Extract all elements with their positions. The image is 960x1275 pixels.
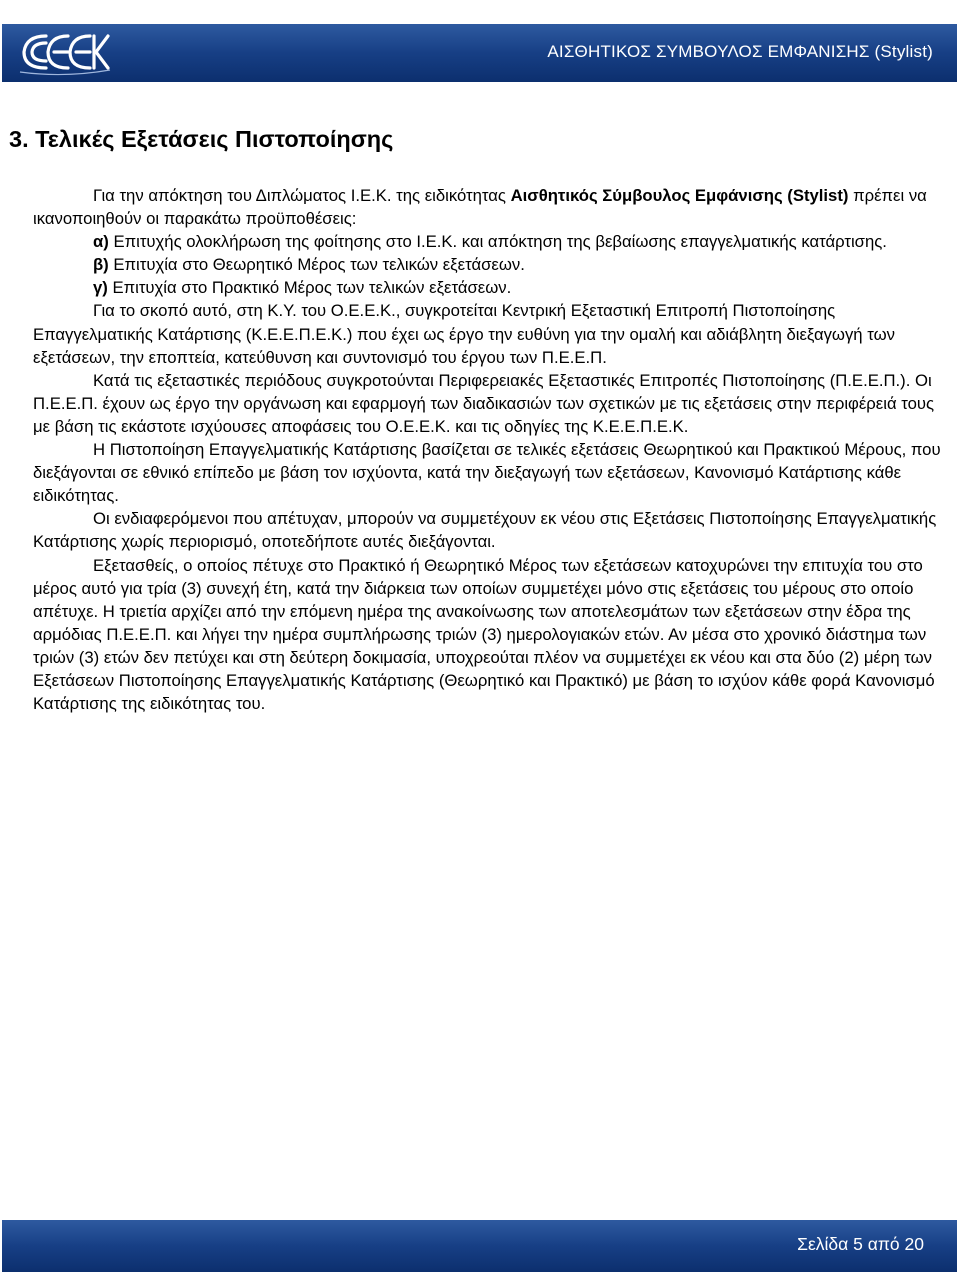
intro-text-start: Για την απόκτηση του Διπλώματος Ι.Ε.Κ. της ειδικότητας	[93, 186, 511, 205]
page-header	[2, 24, 957, 82]
result-retention-paragraph: Εξετασθείς, ο οποίος πέτυχε στο Πρακτικό ή Θεωρητικό Μέρος των εξετάσεων κατοχυρώνει την επιτυχία του στο μέρος αυτό για τρία (3) συνεχή έτη, κατά την διάρκεια των οποίων συμμετέχει μόνο στις εξετάσεις του μέρους στο οποίο απέτυχε. Η τριετία αρχίζει από την επόμενη ημέρα της ανακοίνωσης των αποτελεσμάτων των εξετάσεων στην έδρα της αρμόδιας Π.Ε.Ε.Π. και λήγει την ημέρα συμπλήρωσης τριών (3) ημερολογιακών ετών. Αν μέσα στο χρονικό διάστημα των τριών (3) ετών δεν πετύχει και στη δεύτερη δοκιμασία, υποχρεούται πλέον να συμμετέχει εκ νέου και στα δύο (2) μέρη των Εξετάσεων Πιστοποίησης Επαγγελματικής Κατάρτισης (Θεωρητικό και Πρακτικό) με βάση το ισχύον κάθε φορά Κανονισμό Κατάρτισης της ειδικότητας του.	[33, 555, 935, 714]
requirement-c	[33, 276, 948, 299]
page-number: Σελίδα 5 από 20	[797, 1234, 924, 1254]
ceek-logo	[16, 26, 112, 78]
specialty-name: Αισθητικός Σύμβουλος Εμφάνισης (Stylist)	[510, 186, 849, 205]
requirement-a	[33, 230, 948, 253]
retake-paragraph: Οι ενδιαφερόμενοι που απέτυχαν, μπορούν να συμμετέχουν εκ νέου στις Εξετάσεις Πιστοποίησης Επαγγελματικής Κατάρτισης χωρίς περιορισμό, οποτεδήποτε αυτές διεξάγονται.	[33, 509, 937, 552]
certification-paragraph: Η Πιστοποίηση Επαγγελματικής Κατάρτισης βασίζεται σε τελικές εξετάσεις Θεωρητικού και Πρακτικού Μέρους, που διεξάγονται σε εθνικό επίπεδο με βάση τον ισχύοντα, κατά την διεξαγωγή των εξετάσεων, Κανονισμό Κατάρτισης κάθε ειδικότητας.	[33, 440, 941, 506]
section-title: 3. Τελικές Εξετάσεις Πιστοποίησης	[9, 126, 394, 152]
regional-committees-paragraph: Κατά τις εξεταστικές περιόδους συγκροτούνται Περιφερειακές Εξεταστικές Επιτροπές Πιστοποίησης (Π.Ε.Ε.Π.). Οι Π.Ε.Ε.Π. έχουν ως έργο την οργάνωση και εφαρμογή των διαδικασιών των σχετικών με τις εξετάσεις στην περιφέρειά τους με βάση τις εκάστοτε ισχύουσες αποφάσεις του Ο.Ε.Ε.Κ. και τις οδηγίες της Κ.Ε.Ε.Π.Ε.Κ.	[33, 370, 935, 436]
requirement-a-text: Επιτυχής ολοκλήρωση της φοίτησης στο Ι.Ε.Κ. και απόκτηση της βεβαίωσης επαγγελματικής κατάρτισης.	[108, 232, 887, 252]
requirement-c-label: γ)	[93, 278, 108, 298]
intro-paragraph	[33, 184, 948, 230]
document-body	[33, 184, 948, 715]
requirement-b	[33, 253, 948, 276]
requirement-a-label: α)	[93, 232, 109, 252]
requirement-b-text: Επιτυχία στο Θεωρητικό Μέρος των τελικών εξετάσεων.	[108, 255, 525, 275]
requirement-b-label: β)	[93, 255, 109, 275]
document-title: ΑΙΣΘΗΤΙΚΟΣ ΣΥΜΒΟΥΛΟΣ ΕΜΦΑΝΙΣΗΣ (Stylist)	[547, 42, 933, 61]
intro-text-end: πρέπει να ικανοποιηθούν οι παρακάτω προϋποθέσεις:	[33, 186, 927, 229]
page-footer	[2, 1220, 957, 1272]
requirement-c-text: Επιτυχία στο Πρακτικό Μέρος των τελικών εξετάσεων.	[107, 278, 512, 298]
committee-paragraph: Για το σκοπό αυτό, στη Κ.Υ. του Ο.Ε.Ε.Κ., συγκροτείται Κεντρική Εξεταστική Επιτροπή Πιστοποίησης Επαγγελματικής Κατάρτισης (Κ.Ε.Ε.Π.Ε.Κ.) που έχει ως έργο την ευθύνη για την ομαλή και αδιάβλητη διεξαγωγή των εξετάσεων, την εποπτεία, κατεύθυνση και συντονισμό του έργου των Π.Ε.Ε.Π.	[33, 301, 895, 367]
